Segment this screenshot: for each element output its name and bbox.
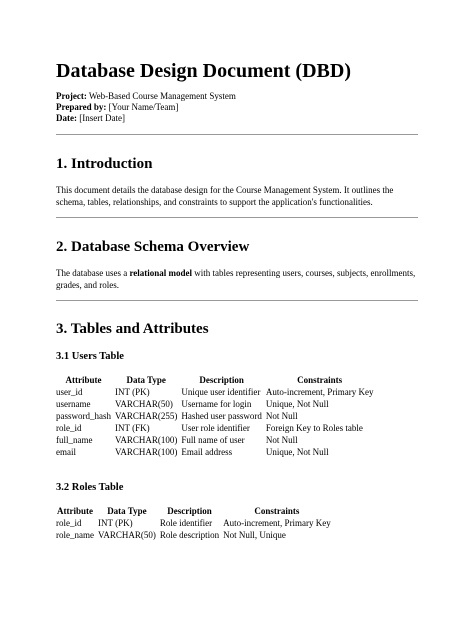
column-header: Constraints <box>297 375 343 385</box>
document-meta <box>56 91 236 124</box>
table-cell: Not Null <box>265 411 298 421</box>
roles-table-heading: 3.2 Roles Table <box>56 482 124 493</box>
column-header: Constraints <box>254 506 300 516</box>
column-header: Attribute <box>65 375 102 385</box>
table-cell: full_name <box>56 435 93 445</box>
table-cell: user_id <box>56 387 83 397</box>
table-cell: Full name of user <box>181 435 245 445</box>
table-cell: User role identifier <box>181 423 250 433</box>
table-row <box>54 410 376 422</box>
table-row <box>54 434 376 446</box>
table-cell: Unique user identifier <box>181 387 261 397</box>
meta-date <box>56 113 236 124</box>
table-cell: username <box>56 399 91 409</box>
table-cell: INT (PK) <box>97 518 133 528</box>
meta-prepared-label: Prepared by: <box>56 102 107 112</box>
meta-project-label: Project: <box>56 91 87 101</box>
table-cell: INT (PK) <box>115 387 150 397</box>
table-cell: Unique, Not Null <box>265 399 329 409</box>
column-header: Data Type <box>107 506 147 516</box>
table-cell: Unique, Not Null <box>265 447 329 457</box>
table-row <box>54 517 333 529</box>
table-cell: role_name <box>56 530 94 540</box>
section-heading-tables: 3. Tables and Attributes <box>56 321 209 337</box>
table-cell: Not Null, Unique <box>223 530 286 540</box>
table-cell: Auto-increment, Primary Key <box>223 518 331 528</box>
schema-overview-text <box>56 267 418 291</box>
table-cell: VARCHAR(100) <box>115 435 178 445</box>
table-cell: Auto-increment, Primary Key <box>265 387 374 397</box>
table-cell: VARCHAR(50) <box>115 399 173 409</box>
section-divider <box>56 300 418 301</box>
table-row <box>54 422 376 434</box>
column-header: Description <box>167 506 212 516</box>
section-heading-introduction: 1. Introduction <box>56 156 153 172</box>
table-header-row <box>54 505 333 517</box>
column-header: Attribute <box>56 506 93 516</box>
meta-project <box>56 91 236 102</box>
schema-text-after: with tables representing users, courses, subjects, enrollments, grades, and roles. <box>56 268 416 290</box>
table-row <box>54 446 376 458</box>
table-cell: Not Null <box>265 435 298 445</box>
schema-text-before: The database uses a <box>56 268 130 278</box>
meta-prepared <box>56 102 236 113</box>
table-cell: Hashed user password <box>181 411 262 421</box>
section-divider <box>56 134 418 135</box>
section-heading-schema-overview: 2. Database Schema Overview <box>56 239 250 255</box>
table-row <box>54 398 376 410</box>
introduction-text: This document details the database design for the Course Management System. It outlines the schema, tables, relationships, and constraints to support the application's functionalities. <box>56 185 394 207</box>
table-cell: email <box>56 447 76 457</box>
table-cell: role_id <box>56 423 82 433</box>
table-cell: VARCHAR(255) <box>115 411 178 421</box>
table-cell: Role identifier <box>159 518 213 528</box>
meta-prepared-value: [Your Name/Team] <box>108 102 179 112</box>
table-row <box>54 386 376 398</box>
roles-table <box>54 505 333 541</box>
table-cell: role_id <box>56 518 82 528</box>
meta-project-value: Web-Based Course Management System <box>88 91 236 101</box>
table-cell: INT (FK) <box>115 423 150 433</box>
users-table <box>54 374 376 458</box>
table-cell: Username for login <box>181 399 252 409</box>
document-title: Database Design Document (DBD) <box>56 60 351 82</box>
table-cell: Foreign Key to Roles table <box>265 423 363 433</box>
section-divider <box>56 217 418 218</box>
column-header: Data Type <box>126 375 166 385</box>
table-header-row <box>54 374 376 386</box>
table-cell: VARCHAR(50) <box>97 530 156 540</box>
table-cell: password_hash <box>56 411 111 421</box>
column-header: Description <box>199 375 244 385</box>
table-cell: Role description <box>159 530 220 540</box>
users-table-heading: 3.1 Users Table <box>56 351 124 362</box>
meta-date-value: [Insert Date] <box>79 113 125 123</box>
table-cell: VARCHAR(100) <box>115 447 178 457</box>
table-cell: Email address <box>181 447 233 457</box>
schema-text-bold: relational model <box>129 268 193 278</box>
meta-date-label: Date: <box>56 113 77 123</box>
table-row <box>54 529 333 541</box>
